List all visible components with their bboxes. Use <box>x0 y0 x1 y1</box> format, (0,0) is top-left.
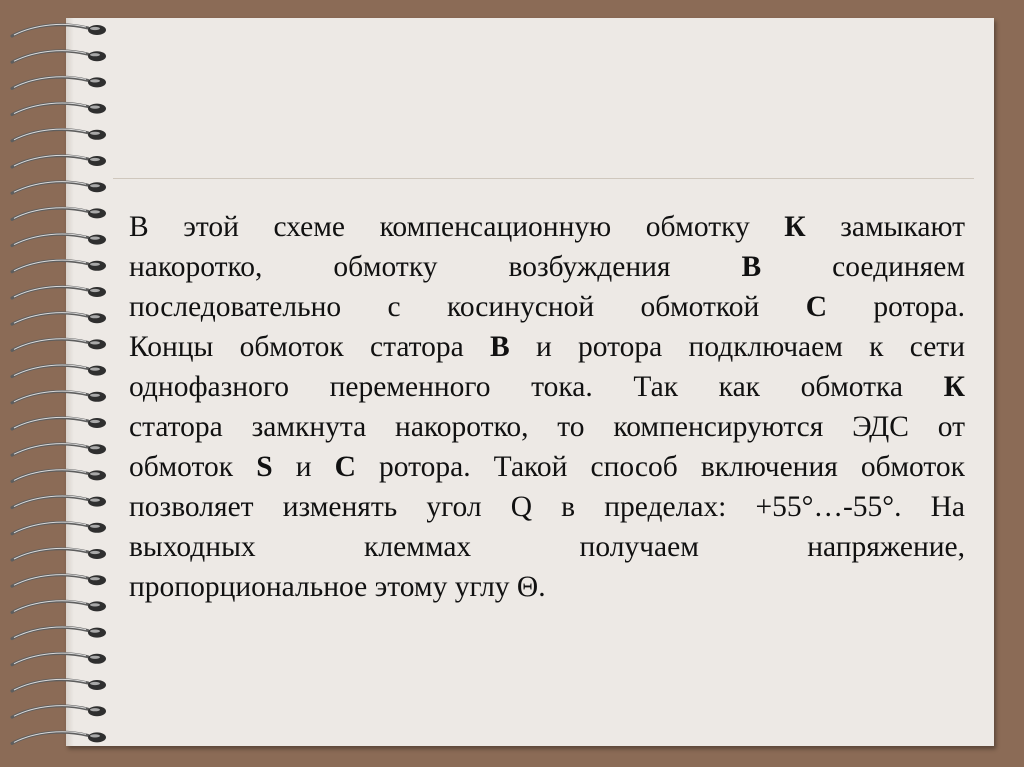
spiral-binding <box>4 14 114 749</box>
spiral-ring <box>12 391 106 403</box>
spiral-ring <box>12 548 106 560</box>
text-line-3: последовательно с косинусной обмоткой С ротора. <box>129 291 965 323</box>
spiral-ring <box>12 24 106 36</box>
spiral-ring <box>12 575 106 587</box>
spiral-ring <box>12 732 106 744</box>
spiral-ring <box>12 417 106 429</box>
spiral-ring <box>12 339 106 351</box>
spiral-ring <box>12 51 106 63</box>
spiral-ring <box>12 522 106 534</box>
spiral-ring <box>12 182 106 194</box>
text-line-6: статора замкнута накоротко, то компенсируются ЭДС от <box>129 411 965 443</box>
spiral-ring <box>12 444 106 456</box>
slide-paragraph <box>129 207 965 607</box>
spiral-ring <box>12 496 106 508</box>
text-line-1: В этой схеме компенсационную обмотку К замыкают <box>129 211 965 243</box>
spiral-ring <box>12 679 106 691</box>
spiral-ring <box>12 286 106 298</box>
spiral-ring <box>12 706 106 718</box>
text-line-8: позволяет изменять угол Q в пределах: +55°…-55°. На <box>129 491 965 523</box>
text-line-7: обмоток S и С ротора. Такой способ включения обмоток <box>129 451 965 483</box>
spiral-ring <box>12 313 106 325</box>
spiral-ring <box>12 627 106 639</box>
spiral-ring <box>12 77 106 89</box>
spiral-ring <box>12 208 106 220</box>
spiral-ring <box>12 155 106 167</box>
text-line-10: пропорциональное этому углу Θ. <box>129 571 546 603</box>
spiral-ring <box>12 470 106 482</box>
text-line-9: выходных клеммах получаем напряжение, <box>129 531 965 563</box>
spiral-ring <box>12 365 106 377</box>
text-line-5: однофазного переменного тока. Так как обмотка К <box>129 371 965 403</box>
spiral-ring <box>12 260 106 272</box>
spiral-ring <box>12 103 106 115</box>
spiral-ring <box>12 601 106 613</box>
spiral-ring <box>12 129 106 141</box>
horizontal-rule <box>113 178 974 179</box>
spiral-ring <box>12 234 106 246</box>
spiral-ring <box>12 653 106 665</box>
text-line-4: Концы обмоток статора В и ротора подключаем к сети <box>129 331 965 363</box>
text-line-2: накоротко, обмотку возбуждения В соединяем <box>129 251 965 283</box>
